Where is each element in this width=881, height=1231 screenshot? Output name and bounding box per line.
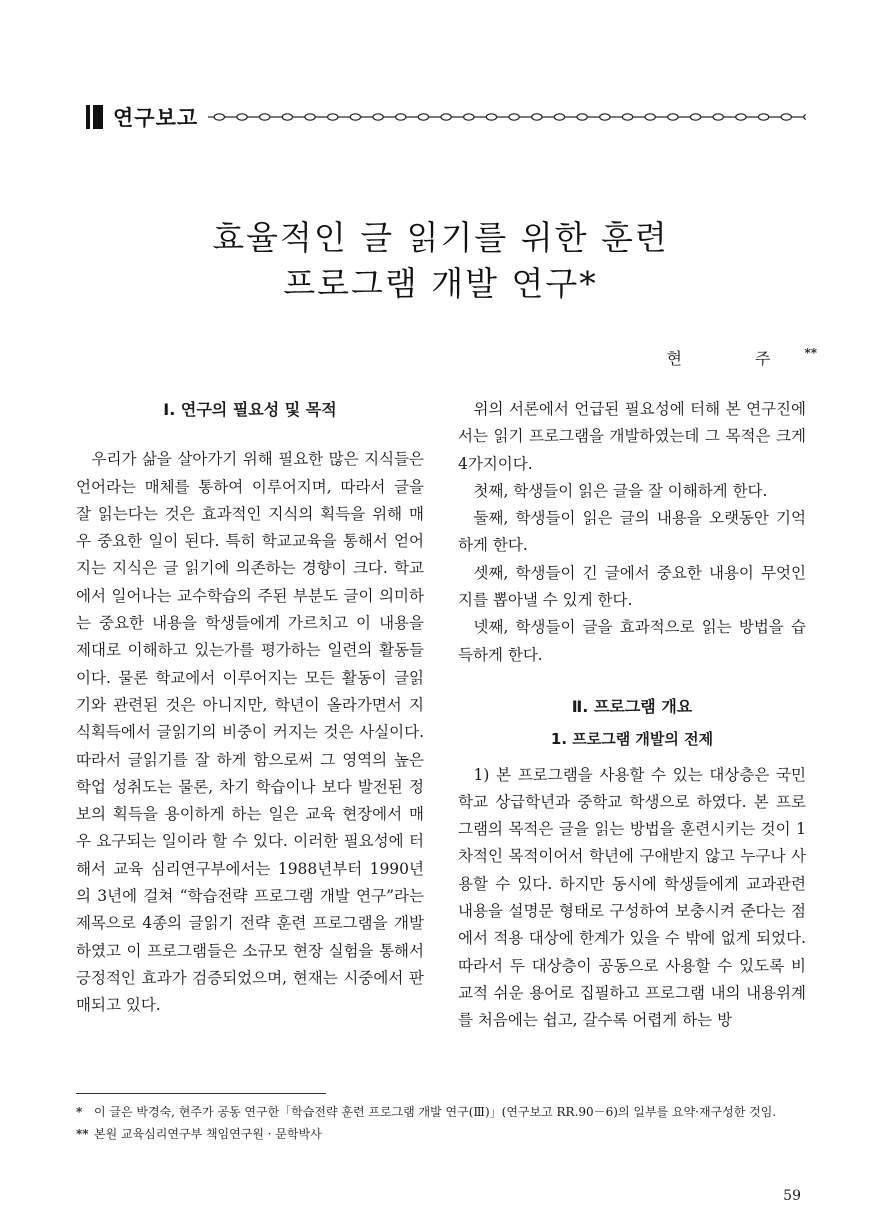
section-1-paragraph: 우리가 삶을 살아가기 위해 필요한 많은 지식들은 언어라는 매체를 통하여 이루어지며, 따라서 글을 잘 읽는다는 것은 효과적인 지식의 획득을 위해 매우 중요한 일이 된다. 특히 학교교육을 통해서 얻어지는 지식은 글 읽기에 의존하는 경향이 크다. 학교에서 일어나는 교수학습의 주된 부분도 글이 의미하는 중요한 내용을 학생들에게 가르치고 이 내용을 제대로 이해하고 있는가를 평가하는 일련의 활동들이다. 물론 학교에서 이루어지는 모든 활동이 글읽기와 관련된 것은 아니지만, 학년이 올라가면서 지식획득에서 글읽기의 비중이 커지는 것은 사실이다. 따라서 글읽기를 잘 하게 함으로써 그 영역의 높은 학업 성취도는 물론, 차기 학습이나 보다 발전된 정보의 획득을 용이하게 하는 일은 교육 현장에서 매우 요구되는 일이라 할 수 있다. 이러한 필요성에 터해서 교육 심리연구부에서는 1988년부터 1990년의 3년에 걸쳐 “학습전략 프로그램 개발 연구”라는 제목으로 4종의 글읽기 전략 훈련 프로그램을 개발하였고 이 프로그램들은 소규모 현장 실험을 통해서 긍정적인 효과가 검증되었으며, 현재는 시중에서 판매되고 있다. [76, 450, 424, 1015]
goal-item-4: 넷째, 학생들이 글을 효과적으로 읽는 방법을 습득하게 한다. [458, 618, 806, 664]
page-number: 59 [783, 1188, 801, 1204]
footnote-1 [76, 1102, 806, 1122]
header-label: 연구보고 [113, 106, 199, 130]
footnote-2-mark: ** [76, 1127, 89, 1141]
footnote-1-text: 이 글은 박경숙, 현주가 공동 연구한「학습전략 훈련 프로그램 개발 연구(Ⅲ)」(연구보고 RR.90－6)의 일부를 요약·재구성한 것임. [94, 1105, 777, 1119]
goal-item-2: 둘째, 학생들이 읽은 글의 내용을 오랫동안 기억하게 한다. [458, 509, 806, 555]
footnote-divider [76, 1093, 326, 1094]
header-ornament-line [208, 110, 806, 124]
purpose-intro: 위의 서론에서 언급된 필요성에 터해 본 연구진에서는 읽기 프로그램을 개발하였는데 그 목적은 크게 4가지이다. [458, 400, 806, 473]
right-column [458, 396, 806, 1035]
goal-item-1: 첫째, 학생들이 읽은 글을 잘 이해하게 한다. [473, 481, 768, 500]
footnotes [76, 1102, 806, 1146]
title-line-2: 프로그램 개발 연구* [283, 264, 598, 303]
section-header [86, 102, 806, 132]
section-1-heading: Ⅰ. 연구의 필요성 및 목적 [163, 400, 337, 419]
author-name: 현 주 [666, 349, 805, 368]
footnote-2-text: 본원 교육심리연구부 책임연구원 · 문학박사 [94, 1127, 322, 1141]
subsection-paragraph: 1) 본 프로그램을 사용할 수 있는 대상층은 국민학교 상급학년과 중학교 학생으로 하였다. 본 프로그램의 목적은 글을 읽는 방법을 훈련시키는 것이 1차적인 목적이어서 학년에 구애받지 않고 누구나 사용할 수 있다. 하지만 동시에 학생들에게 교과관련 내용을 설명문 형태로 구성하여 보충시켜 준다는 점에서 적용 대상에 한계가 있을 수 밖에 없게 되었다. 따라서 두 대상층이 공동으로 사용할 수 있도록 비교적 쉬운 용어로 집필하고 프로그램 내의 내용위계를 처음에는 쉽고, 갈수록 어렵게 하는 방 [458, 765, 806, 1030]
footnote-1-mark: * [76, 1105, 83, 1119]
left-column [76, 396, 424, 1020]
goal-item-3: 셋째, 학생들이 긴 글에서 중요한 내용이 무엇인지를 뽑아낼 수 있게 한다. [458, 563, 806, 610]
author [666, 346, 817, 369]
section-2-heading: Ⅱ. 프로그램 개요 [571, 696, 693, 716]
subsection-heading: 1. 프로그램 개발의 전제 [550, 730, 714, 749]
author-footnote-mark: ** [804, 346, 817, 360]
header-bar-mark [86, 105, 90, 129]
article-title [0, 215, 881, 307]
header-block-mark [93, 105, 103, 129]
footnote-2 [76, 1124, 806, 1144]
title-line-1: 효율적인 글 읽기를 위한 훈련 [212, 218, 669, 257]
